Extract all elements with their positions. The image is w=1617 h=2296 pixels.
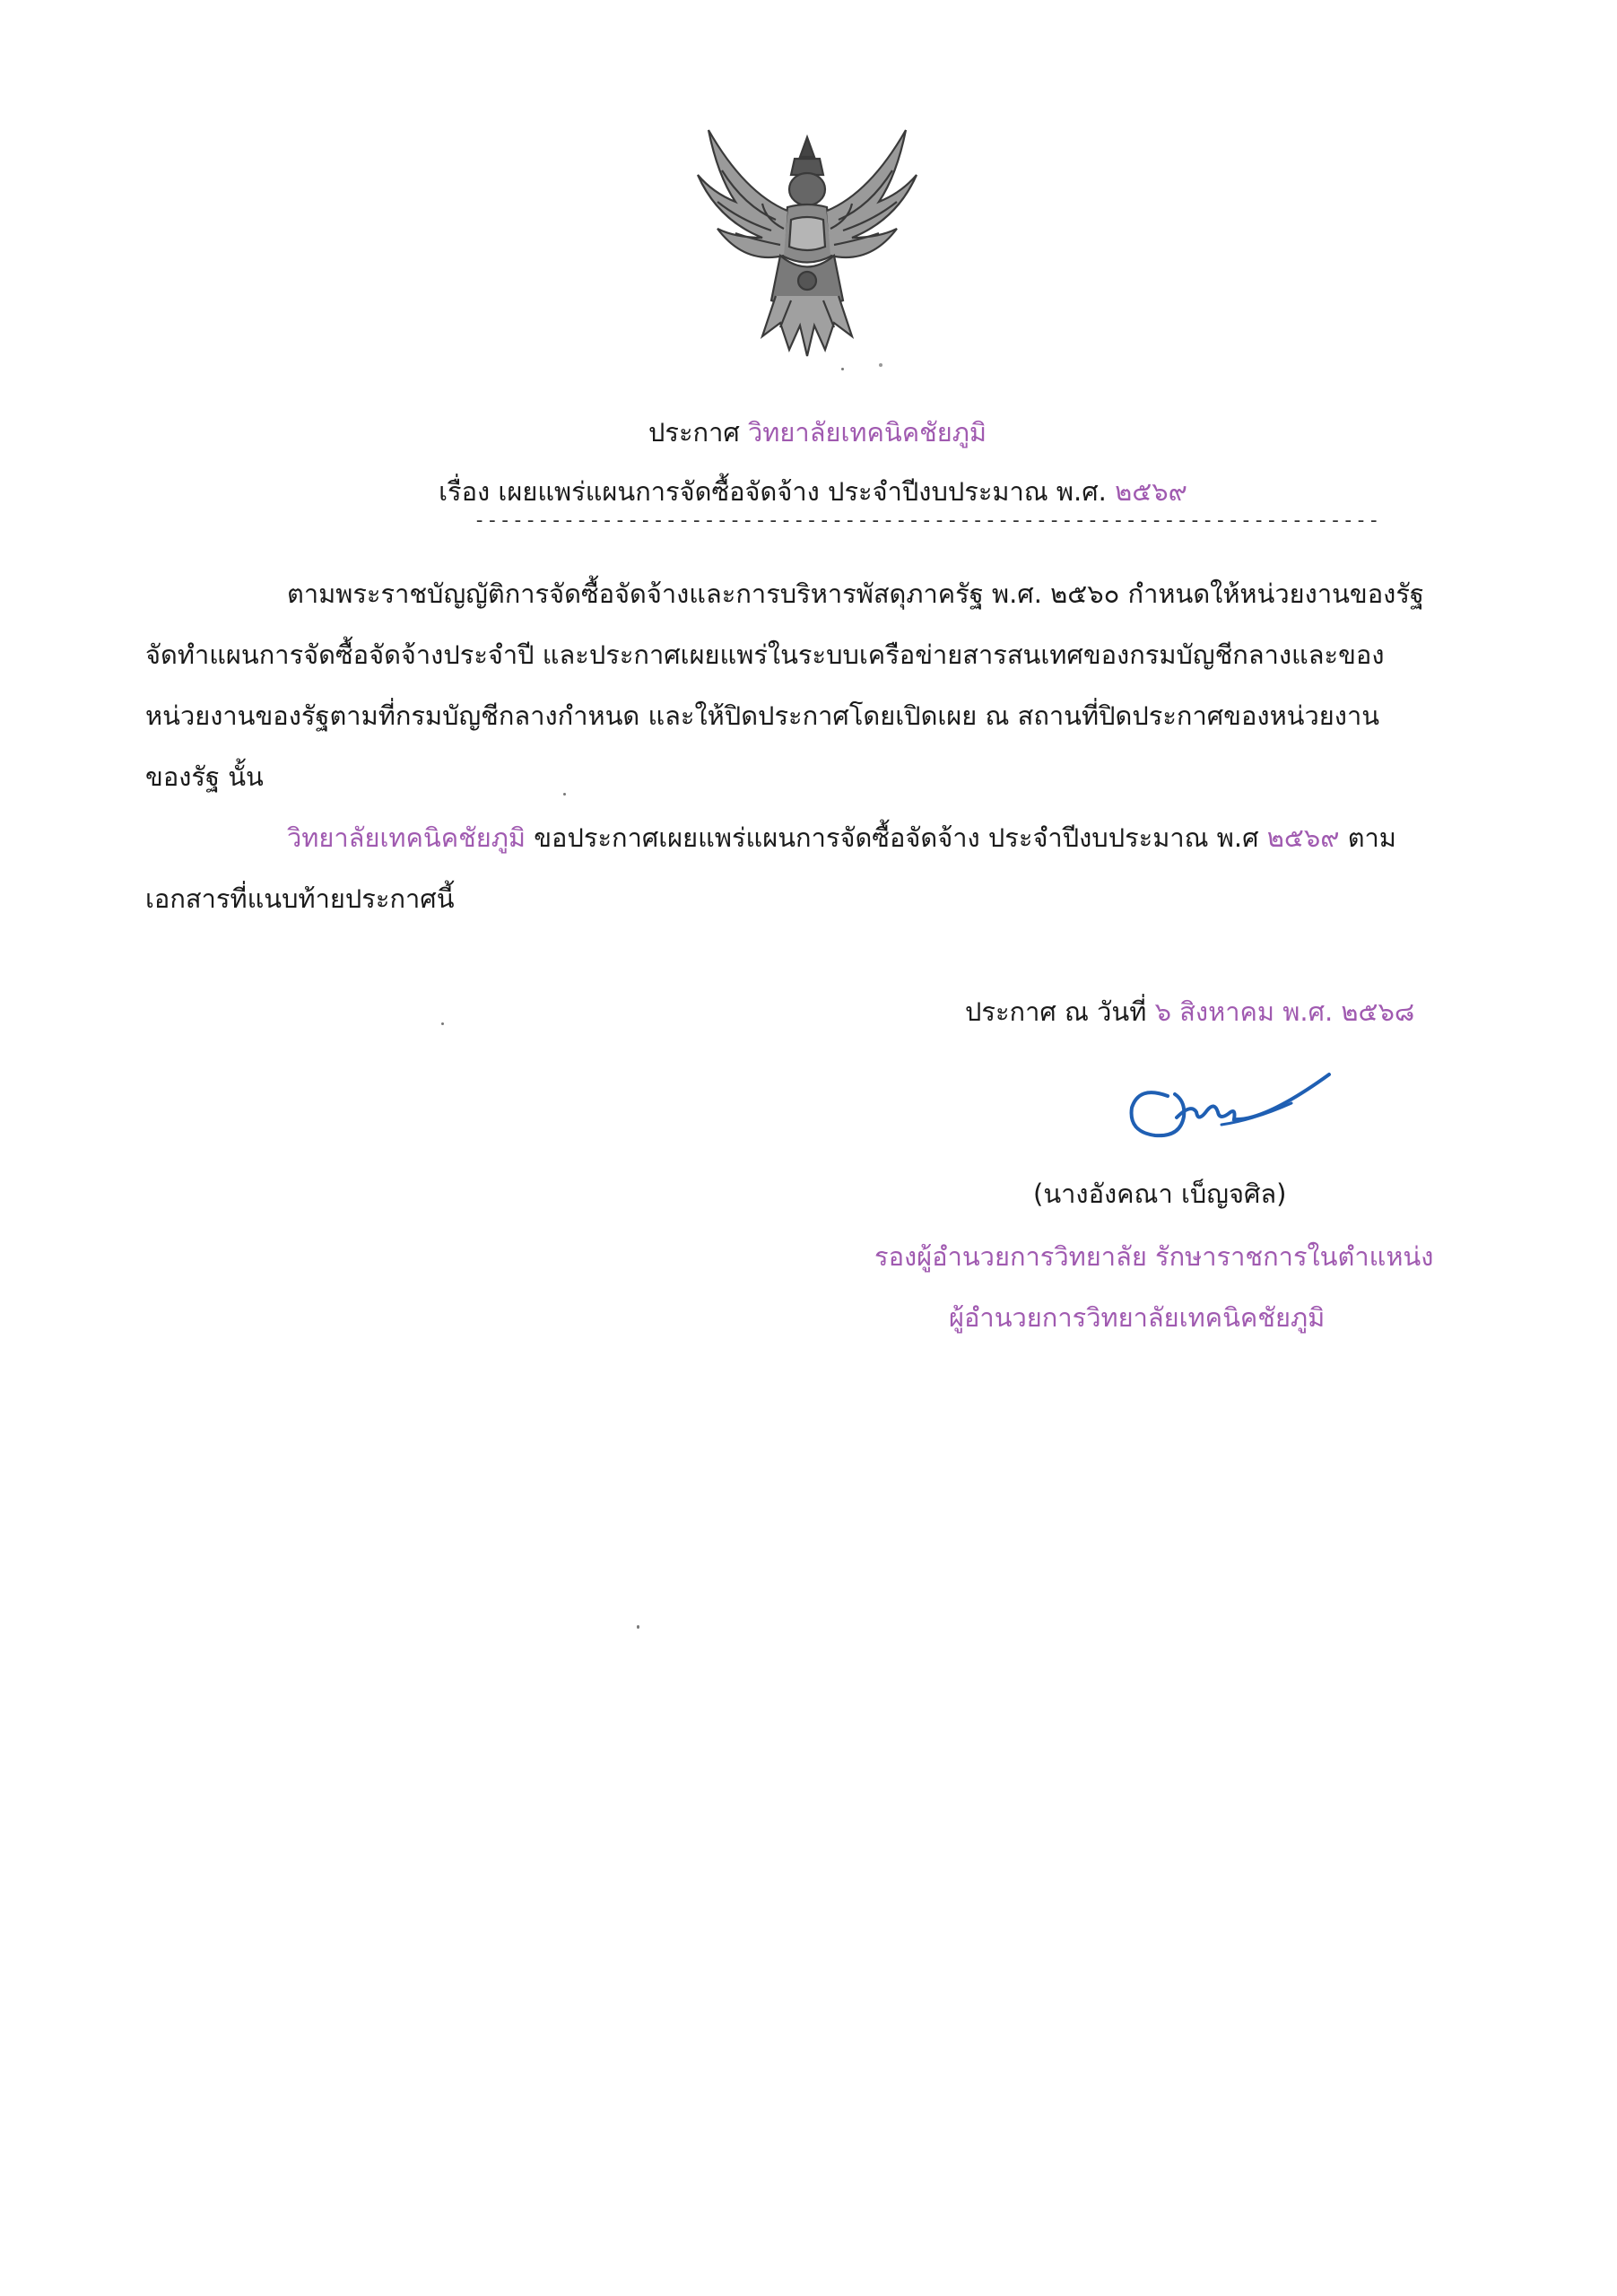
paragraph-line: ตามพระราชบัญญัติการจัดซื้อจัดจ้างและการบริหารพัสดุภาครัฐ พ.ศ. ๒๕๖๐ กำหนดให้หน่วยงานของรัฐ xyxy=(287,578,1424,609)
date-value: ๖ สิงหาคม พ.ศ. ๒๕๖๘ xyxy=(1154,996,1415,1027)
paragraph-line: เอกสารที่แนบท้ายประกาศนี้ xyxy=(145,883,455,914)
scan-speck xyxy=(841,368,844,370)
signer-position: รองผู้อำนวยการวิทยาลัย รักษาราชการในตำแหน่ง xyxy=(874,1241,1434,1272)
subject-text: เรื่อง เผยแพร่แผนการจัดซื้อจัดจ้าง ประจำปีงบประมาณ พ.ศ. xyxy=(439,476,1107,507)
announcement-subject xyxy=(0,474,1617,509)
paragraph-line xyxy=(145,807,1471,868)
paragraph-line: หน่วยงานของรัฐตามที่กรมบัญชีกลางกำหนด และให้ปิดประกาศโดยเปิดเผย ณ สถานที่ปิดประกาศของหน่วยงาน xyxy=(145,700,1380,731)
scan-speck xyxy=(441,1022,444,1025)
agency-name: วิทยาลัยเทคนิคชัยภูมิ xyxy=(748,417,987,448)
garuda-emblem-icon xyxy=(691,121,924,381)
signer-name: (นางอังคณา เบ็ญจศิล) xyxy=(1033,1178,1287,1209)
body-paragraph-2 xyxy=(145,807,1471,929)
budget-year: ๒๕๖๙ xyxy=(1266,822,1340,853)
paragraph-line: ของรัฐ นั้น xyxy=(145,761,264,792)
announce-label: ประกาศ xyxy=(648,417,740,448)
signer-position-secondary: ผู้อำนวยการวิทยาลัยเทคนิคชัยภูมิ xyxy=(949,1302,1326,1333)
scan-speck xyxy=(563,793,566,796)
paragraph-text: ตาม xyxy=(1347,822,1396,853)
agency-name-inline: วิทยาลัยเทคนิคชัยภูมิ xyxy=(287,822,526,853)
title-separator: ----------------------------------------------------------------------- xyxy=(474,509,1381,532)
handwritten-signature xyxy=(1121,1067,1336,1148)
announcement-title xyxy=(0,414,1617,450)
body-paragraph-1 xyxy=(145,563,1471,807)
subject-year: ๒๕๖๙ xyxy=(1115,476,1187,507)
paragraph-text: ขอประกาศเผยแพร่แผนการจัดซื้อจัดจ้าง ประจำปีงบประมาณ พ.ศ xyxy=(534,822,1259,853)
date-prefix: ประกาศ ณ วันที่ xyxy=(965,996,1147,1027)
paragraph-line: จัดทำแผนการจัดซื้อจัดจ้างประจำปี และประกาศเผยแพร่ในระบบเครือข่ายสารสนเทศของกรมบัญชีกลางและของ xyxy=(145,639,1385,670)
scan-speck xyxy=(637,1625,639,1629)
